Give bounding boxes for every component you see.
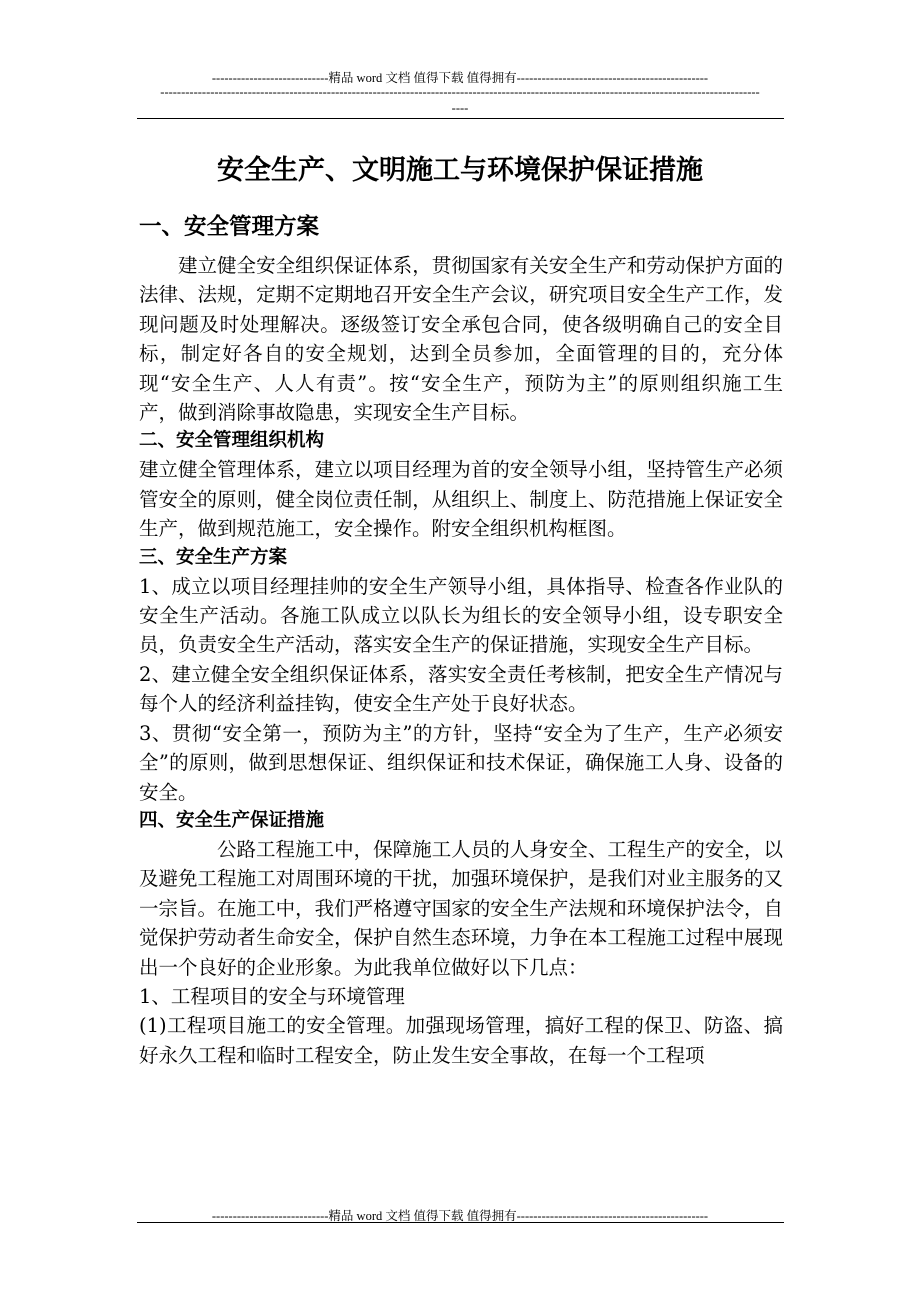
document-body bbox=[139, 207, 783, 1070]
header-dash-line: ------------------------------------------------------------------------------------------------------------------------------------------------ bbox=[160, 85, 760, 99]
section-4-paragraph: 公路工程施工中，保障施工人员的人身安全、工程生产的安全，以及避免工程施工对周围环境的干扰，加强环境保护，是我们对业主服务的又一宗旨。在施工中，我们严格遵守国家的安全生产法规和环境保护法令，自觉保护劳动者生命安全，保护自然生态环境，力争在本工程施工过程中展现出一个良好的企业形象。为此我单位做好以下几点： bbox=[139, 837, 783, 979]
section-1-heading: 一、安全管理方案 bbox=[139, 214, 320, 240]
section-4-heading: 四、安全生产保证措施 bbox=[139, 809, 325, 831]
section-3-heading: 三、安全生产方案 bbox=[139, 546, 288, 568]
header-rule bbox=[137, 118, 784, 119]
document-title: 安全生产、文明施工与环境保护保证措施 bbox=[217, 155, 703, 186]
section-1-paragraph: 建立健全安全组织保证体系，贯彻国家有关安全生产和劳动保护方面的法律、法规，定期不定期地召开安全生产会议，研究项目安全生产工作，发现问题及时处理解决。逐级签订安全承包合同，使各级明确自己的安全目标，制定好各自的安全规划，达到全员参加，全面管理的目的，充分体现“安全生产、人人有责”。按“安全生产，预防为主”的原则组织施工生产，做到消除事故隐患，实现安全生产目标。 bbox=[139, 254, 783, 425]
section-4-item-1-1: (1)工程项目施工的安全管理。加强现场管理，搞好工程的保卫、防盗、搞好永久工程和临时工程安全，防止发生安全事故，在每一个工程项 bbox=[139, 1014, 783, 1067]
header-dash-tail: ---- bbox=[451, 101, 469, 115]
section-3-item-3: 3、贯彻“安全第一，预防为主”的方针，坚持“安全为了生产，生产必须安全”的原则，做到思想保证、组织保证和技术保证，确保施工人身、设备的安全。 bbox=[139, 721, 783, 804]
section-3-item-2: 2、建立健全安全组织保证体系，落实安全责任考核制，把安全生产情况与每个人的经济利益挂钩，使安全生产处于良好状态。 bbox=[139, 662, 783, 716]
footer-banner: ----------------------------精品 word 文档 值得下载 值得拥有---------------------------------------------- bbox=[211, 1209, 709, 1223]
section-2-heading: 二、安全管理组织机构 bbox=[139, 430, 325, 452]
section-3-item-1: 1、成立以项目经理挂帅的安全生产领导小组，具体指导、检查各作业队的安全生产活动。各施工队成立以队长为组长的安全领导小组，设专职安全员，负责安全生产活动，落实安全生产的保证措施，实现安全生产目标。 bbox=[139, 574, 783, 657]
header-banner: ----------------------------精品 word 文档 值得下载 值得拥有---------------------------------------------- bbox=[211, 71, 709, 85]
section-2-paragraph: 建立健全管理体系，建立以项目经理为首的安全领导小组，坚持管生产必须管安全的原则，健全岗位责任制，从组织上、制度上、防范措施上保证安全生产，做到规范施工，安全操作。附安全组织机构框图。 bbox=[139, 458, 783, 541]
section-4-item-1: 1、工程项目的安全与环境管理 bbox=[139, 984, 405, 1008]
